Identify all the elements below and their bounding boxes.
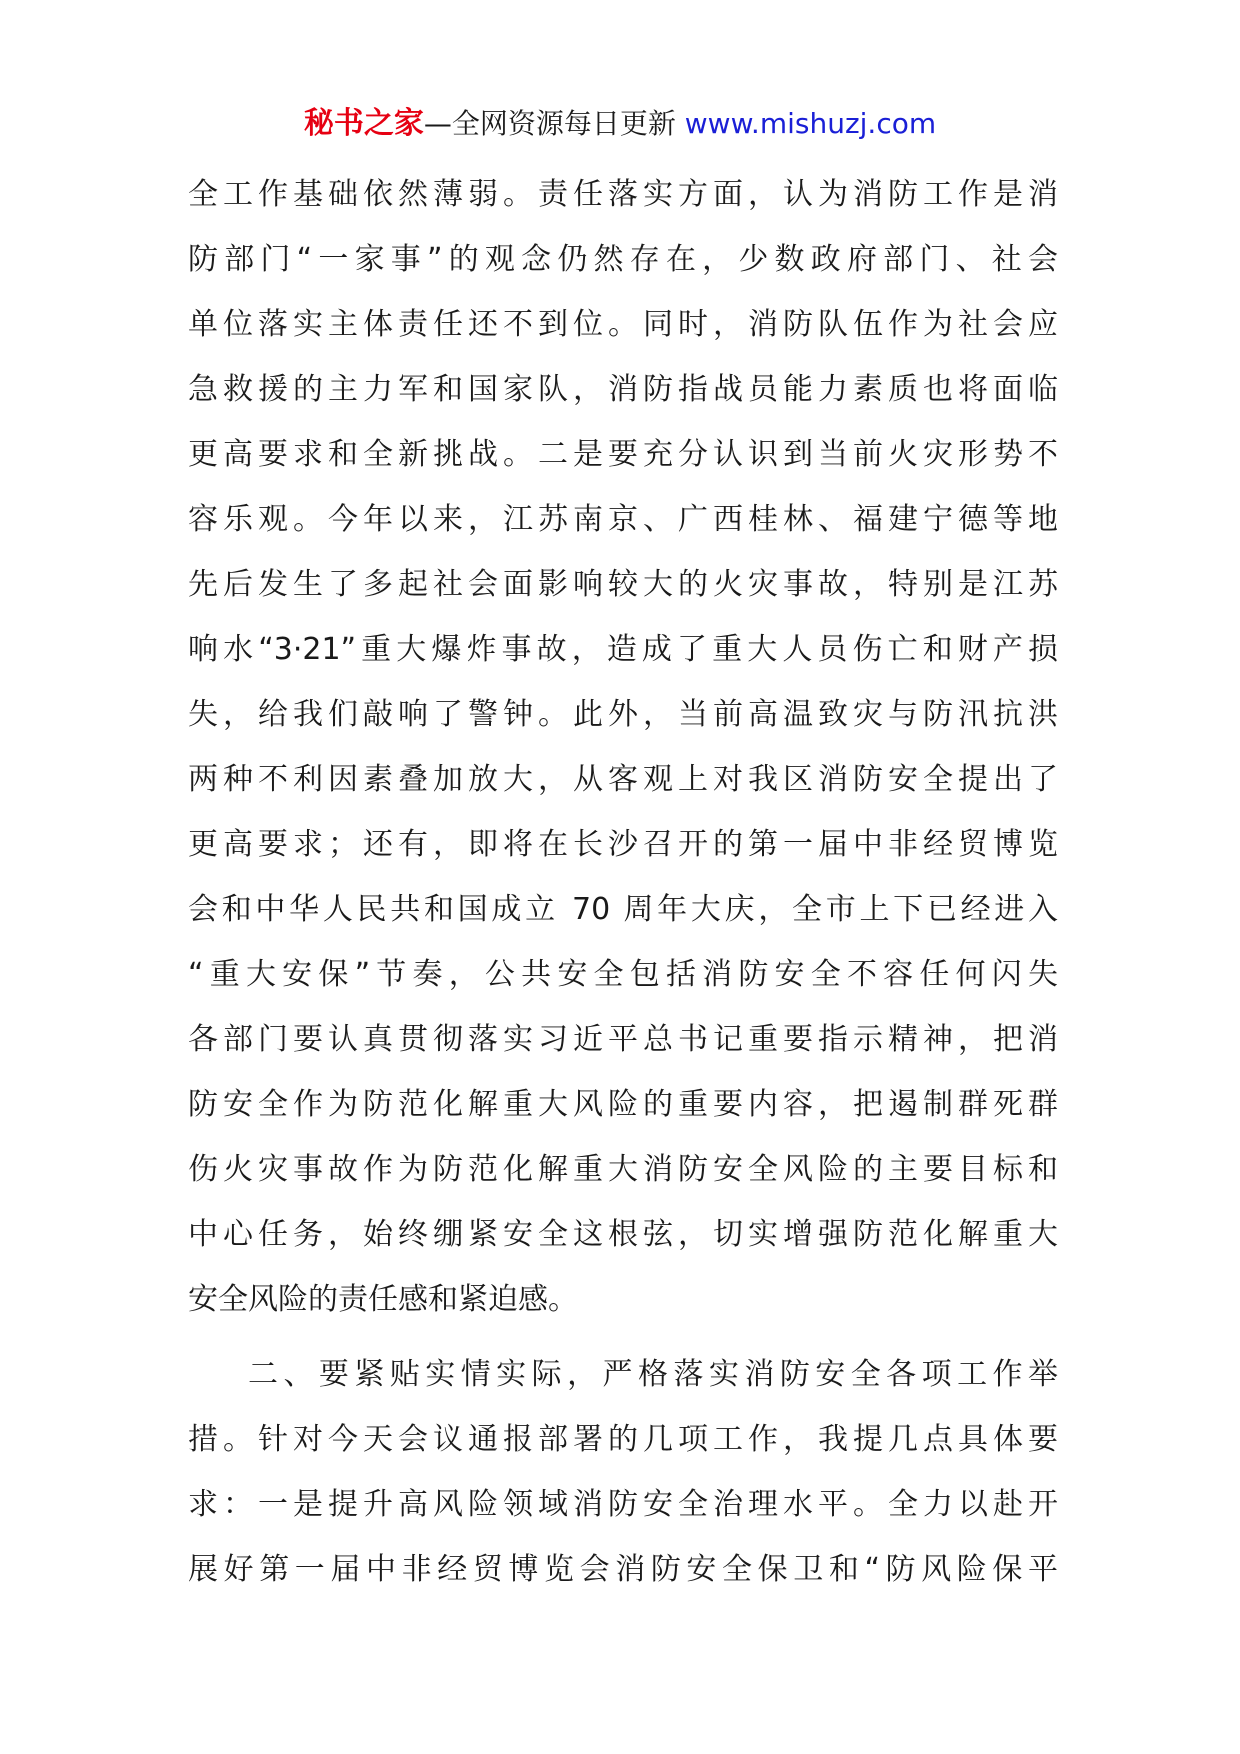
- text-line: “重大安保”节奏，公共安全包括消防安全不容任何闪失: [188, 957, 1058, 992]
- text-line: 安全风险的责任感和紧迫感。: [188, 1282, 578, 1317]
- paragraph-spacer: [188, 1332, 1058, 1342]
- header-tagline: —全网资源每日更新: [423, 107, 685, 140]
- text-line: 失，给我们敲响了警钟。此外，当前高温致灾与防汛抗洪: [188, 697, 1058, 732]
- text-line: 急救援的主力军和国家队，消防指战员能力素质也将面临: [188, 372, 1058, 407]
- text-line: 两种不利因素叠加放大，从客观上对我区消防安全提出了: [188, 762, 1058, 797]
- section-heading-line: 二、要紧贴实情实际，严格落实消防安全各项工作举: [248, 1357, 1058, 1392]
- brand-name: 秘书之家: [303, 106, 424, 141]
- text-line: 响水“3·21”重大爆炸事故，造成了重大人员伤亡和财产损: [188, 632, 1058, 667]
- document-body: [188, 162, 1058, 1602]
- text-line: 展好第一届中非经贸博览会消防安全保卫和“防风险保平: [188, 1552, 1058, 1587]
- text-line: 会和中华人民共和国成立 70 周年大庆，全市上下已经进入: [188, 892, 1058, 927]
- text-line: 更高要求；还有，即将在长沙召开的第一届中非经贸博览: [188, 827, 1058, 862]
- text-line: 各部门要认真贯彻落实习近平总书记重要指示精神，把消: [188, 1022, 1058, 1057]
- text-line: 防安全作为防范化解重大风险的重要内容，把遏制群死群: [188, 1087, 1058, 1122]
- site-url-link[interactable]: www.mishuzj.com: [684, 107, 937, 140]
- paragraph: [188, 162, 1058, 1332]
- text-line: 中心任务，始终绷紧安全这根弦，切实增强防范化解重大: [188, 1217, 1058, 1252]
- text-line: 防部门“一家事”的观念仍然存在，少数政府部门、社会: [188, 242, 1058, 277]
- text-line: 全工作基础依然薄弱。责任落实方面，认为消防工作是消: [188, 177, 1058, 212]
- text-line: 求：一是提升高风险领域消防安全治理水平。全力以赴开: [188, 1487, 1058, 1522]
- page-header: [0, 104, 1240, 144]
- text-line: 更高要求和全新挑战。二是要充分认识到当前火灾形势不: [188, 437, 1058, 472]
- text-line: 容乐观。今年以来，江苏南京、广西桂林、福建宁德等地: [188, 502, 1058, 537]
- text-line: 单位落实主体责任还不到位。同时，消防队伍作为社会应: [188, 307, 1058, 342]
- text-line: 措。针对今天会议通报部署的几项工作，我提几点具体要: [188, 1422, 1058, 1457]
- text-line: 先后发生了多起社会面影响较大的火灾事故，特别是江苏: [188, 567, 1058, 602]
- text-line: 伤火灾事故作为防范化解重大消防安全风险的主要目标和: [188, 1152, 1058, 1187]
- paragraph: [188, 1342, 1058, 1602]
